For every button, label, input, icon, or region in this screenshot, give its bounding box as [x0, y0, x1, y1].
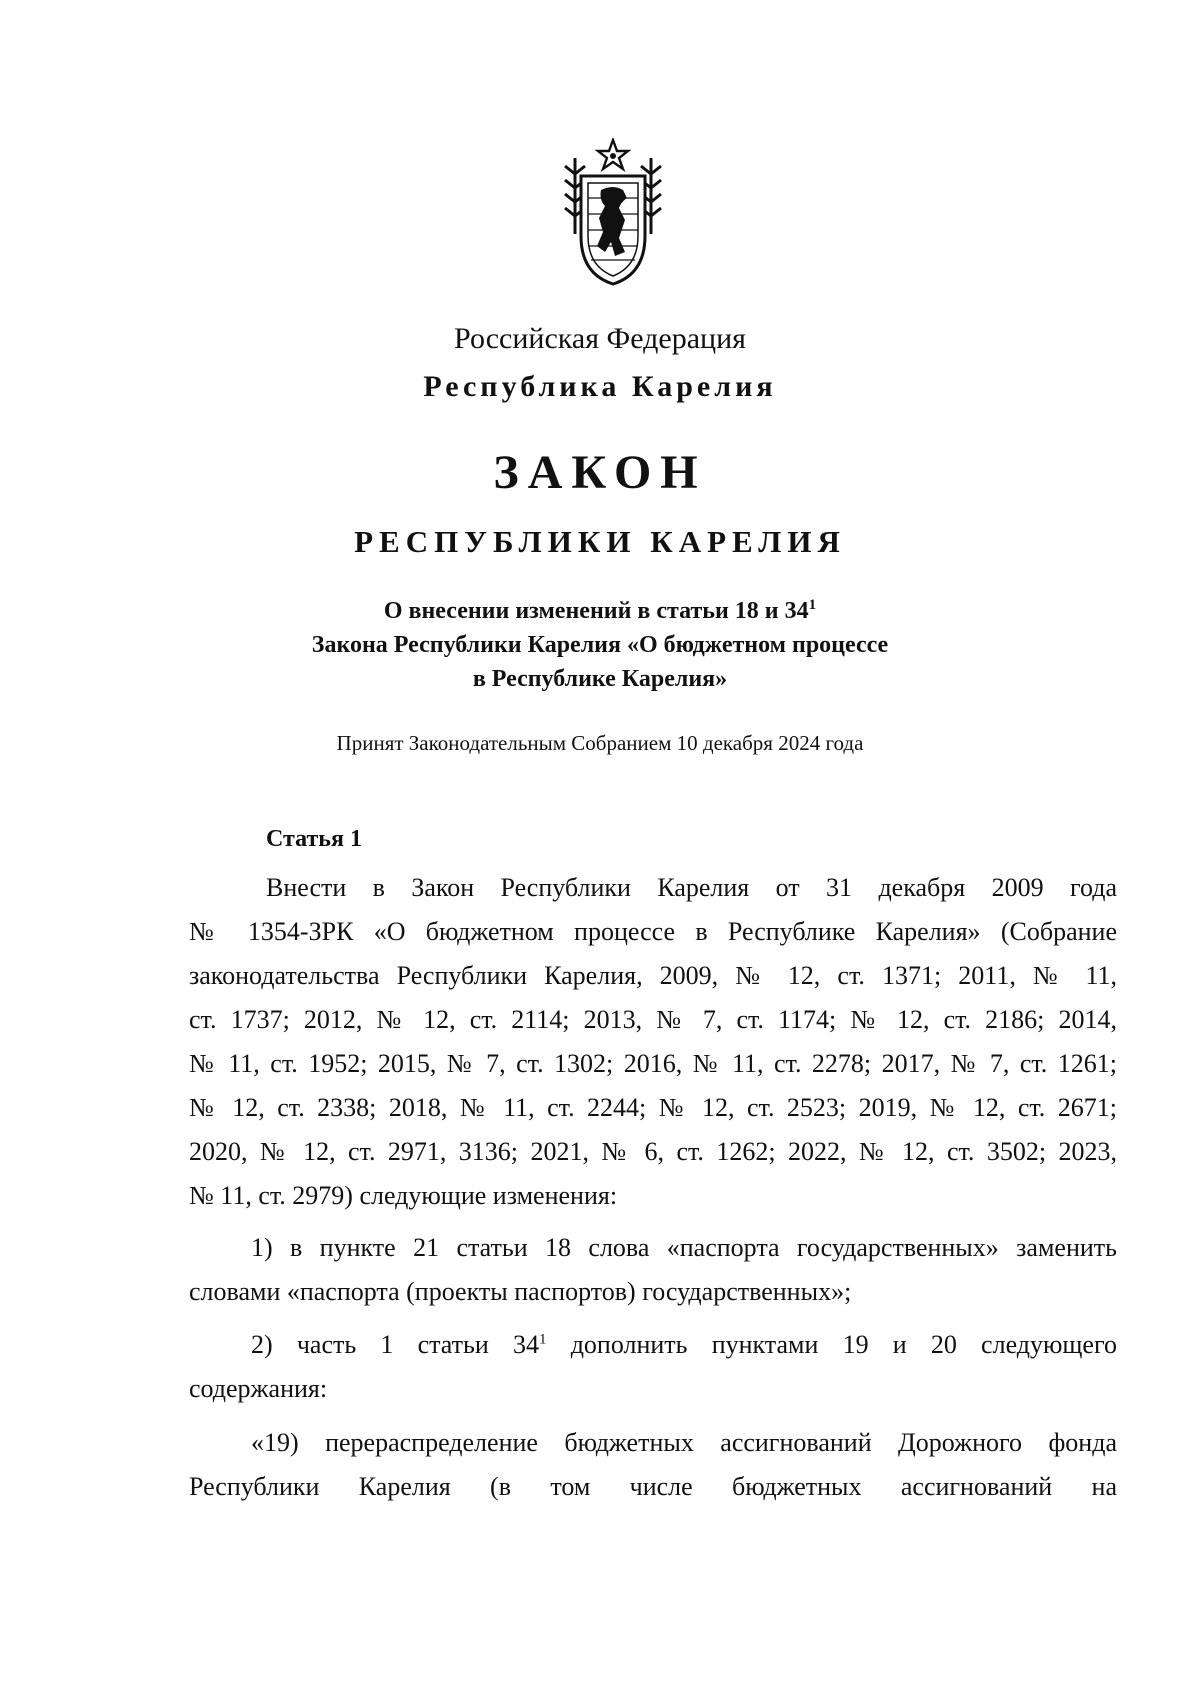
body-line: 2020, № 12, ст. 2971, 3136; 2021, № 6, ст. 1262; 2022, № 12, ст. 3502; 2023, [189, 1137, 1117, 1166]
body-line: словами «паспорта (проекты паспортов) государственных»; [189, 1277, 852, 1306]
country-name: Российская Федерация [454, 322, 746, 355]
law-title-line-3: в Республике Карелия» [472, 666, 728, 692]
coat-of-arms-icon [561, 138, 665, 286]
region-name: Республика Карелия [423, 370, 777, 403]
document-type: ЗАКОН [493, 446, 707, 499]
body-line: № 11, ст. 1952; 2015, № 7, ст. 1302; 2016, № 11, ст. 2278; 2017, № 7, ст. 1261; [189, 1049, 1117, 1078]
article-heading: Статья 1 [266, 826, 362, 852]
body-line: 1) в пункте 21 статьи 18 слова «паспорта государственных» заменить [251, 1233, 1117, 1262]
body-line-item-2: 2) часть 1 статьи $34^1$ дополнить пунктами 19 и 20 следующего [251, 1330, 1117, 1359]
body-line: законодательства Республики Карелия, 2009, № 12, ст. 1371; 2011, № 11, [189, 961, 1117, 990]
law-title-line-2: Закона Республики Карелия «О бюджетном процессе [311, 632, 889, 658]
body-line: Республики Карелия (в том числе бюджетных ассигнований на [189, 1472, 1117, 1501]
superscript: 1 [539, 1331, 547, 1348]
law-title-line-1: О внесении изменений в статьи 18 и $34^1$ [383, 597, 817, 624]
body-line: № 1354-ЗРК «О бюджетном процессе в Республике Карелия» (Собрание [189, 917, 1117, 946]
body-line: «19) перераспределение бюджетных ассигнований Дорожного фонда [251, 1428, 1117, 1457]
body-line: Внести в Закон Республики Карелия от 31 декабря 2009 года [266, 873, 1117, 902]
body-line: содержания: [189, 1374, 328, 1403]
adoption-note: Принят Законодательным Собранием 10 декабря 2024 года [336, 731, 864, 755]
body-line: ст. 1737; 2012, № 12, ст. 2114; 2013, № 7, ст. 1174; № 12, ст. 2186; 2014, [189, 1005, 1117, 1034]
document-issuer: РЕСПУБЛИКИ КАРЕЛИЯ [354, 524, 846, 559]
body-line: № 11, ст. 2979) следующие изменения: [189, 1181, 618, 1210]
body-line: № 12, ст. 2338; 2018, № 11, ст. 2244; № 12, ст. 2523; 2019, № 12, ст. 2671; [189, 1093, 1117, 1122]
superscript: 1 [808, 597, 817, 613]
